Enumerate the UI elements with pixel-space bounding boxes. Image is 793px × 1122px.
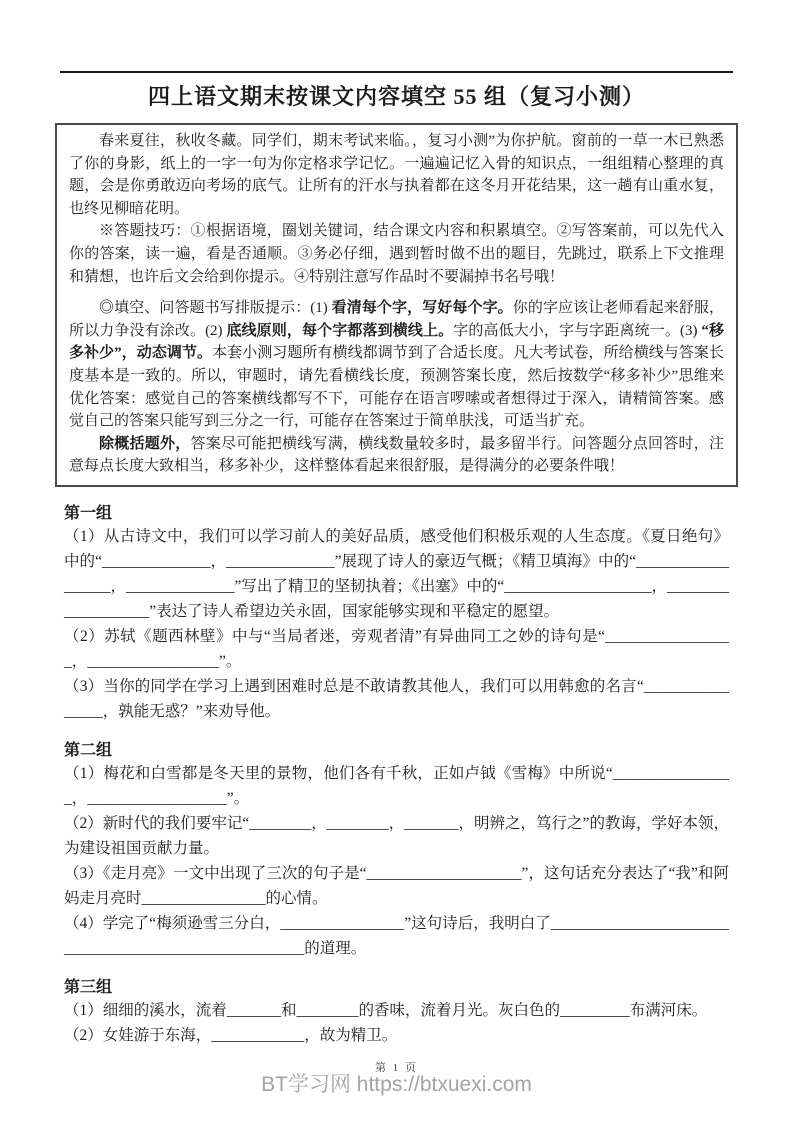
text-segment: 本套小测习题所有横线都调节到了合适长度。凡大考试卷，所给横线与答案长度基本是一致的。所以，审题时，请先看横线长度，预测答案长度，然后按数学“移多补少”思维来优化答案：感觉自己的答案横线都写不下，可能存在语言啰嗦或者想得过于深入，请精简答案。感觉自己的答案只能写到三分之一行，可能存在答案过于简单肤浅，可适当扩充。 bbox=[69, 345, 724, 430]
page-number: 第 1 页 bbox=[375, 1062, 418, 1074]
group-3-question-1: （1）细细的溪水，流着_______和________的香味，流着月光。灰白色的_________布满河床。 bbox=[64, 1001, 708, 1019]
intro-paragraph-layout-tips bbox=[69, 297, 724, 433]
intro-paragraph-answer-tips: ※答题技巧：①根据语境，圈划关键词，结合课文内容和积累填空。②写答案前，可以先代入你的答案，读一遍，看是否通顺。③务必仔细，遇到暂时做不出的题目，先跳过，联系上下文推理和猜想，也许后文会给到你提示。④特别注意写作品时不要漏掉书名号哦！ bbox=[69, 223, 724, 285]
group-1-question-3: （3）当你的同学在学习上遇到困难时总是不敢请教其他人，我们可以用韩愈的名言“________________，孰能无惑？”来劝导他。 bbox=[64, 677, 729, 720]
group-2-section bbox=[64, 737, 729, 961]
group-3-heading: 第三组 bbox=[64, 978, 113, 996]
intro-paragraph-summary-note bbox=[69, 433, 724, 478]
group-1-question-1: （1）从古诗文中，我们可以学习前人的美好品质，感受他们积极乐观的人生态度。《夏日绝句》中的“______________，______________”展现了诗人的豪迈气概；《精卫填海》中的“__________________，______________”写出了精卫的坚韧执着；《出塞》中的“___________________，___________________”表达了诗人希望边关永固，国家能够实现和平稳定的愿望。 bbox=[64, 527, 729, 620]
page-footer bbox=[0, 1062, 793, 1096]
group-2-question-3: （3）《走月亮》一文中出现了三次的句子是“____________________”，这句话充分表达了“我”和阿妈走月亮时________________的心情。 bbox=[64, 864, 729, 907]
group-2-question-1: （1）梅花和白雪都是冬天里的景物，他们各有千秋，正如卢钺《雪梅》中所说“________________，__________________”。 bbox=[64, 764, 729, 807]
text-segment: 你的字应该让老师看起来舒服，所以力争没有涂改。(2) bbox=[69, 300, 724, 339]
text-segment: 答案尽可能把横线写满，横线数量较多时，最多留半行。问答题分点回答时，注意每点长度大致相当，移多补少，这样整体看起来很舒服，是得满分的必要条件哦！ bbox=[69, 435, 724, 475]
group-2-question-2: （2）新时代的我们要牢记“________，________，_______，明辨之，笃行之”的教诲，学好本领，为建设祖国贡献力量。 bbox=[64, 814, 729, 857]
group-2-heading: 第二组 bbox=[64, 741, 113, 759]
group-1-question-2: （2）苏轼《题西林壁》中与“当局者迷，旁观者清”有异曲同工之妙的诗句是“_________________，_________________”。 bbox=[64, 627, 729, 670]
group-1-section bbox=[64, 500, 729, 724]
group-2-question-4: （4）学完了“梅须逊雪三分白，________________”这句诗后，我明白了______________________________________________________的道理。 bbox=[64, 914, 729, 957]
text-segment: 字的高低大小，字与字距离统一。(3) bbox=[453, 322, 702, 339]
page-title: 四上语文期末按课文内容填空 55 组（复习小测） bbox=[147, 84, 645, 109]
intro-paragraph-motivation: 春来夏往，秋收冬藏。同学们，期末考试来临。，复习小测”为你护航。窗前的一草一木已熟悉了你的身影，纸上的一字一句为你定格求学记忆。一遍遍记忆入骨的知识点，一组组精心整理的真题，会是你勇敢迈向考场的底气。让所有的汗水与执着都在这冬月开花结果，这一趟有山重水复，也终见柳暗花明。 bbox=[69, 133, 724, 217]
text-segment-bold: “移多补少”，动态调节。 bbox=[69, 322, 724, 362]
text-segment-bold: 看清每个字，写好每个字。 bbox=[331, 300, 513, 317]
group-3-section bbox=[64, 974, 729, 1048]
watermark-site-link: BT学习网 https://btxuexi.com bbox=[261, 1073, 532, 1096]
group-1-heading: 第一组 bbox=[64, 504, 113, 522]
intro-box bbox=[55, 123, 738, 487]
title-rule bbox=[60, 71, 733, 73]
group-3-question-2: （2）女娃游于东海，____________，故为精卫。 bbox=[64, 1026, 398, 1044]
text-segment-bold: 底线原则，每个字都落到横线上。 bbox=[226, 322, 454, 339]
text-segment: ◎填空、问答题书写排版提示：(1) bbox=[99, 300, 332, 317]
text-segment-bold: 除概括题外， bbox=[99, 435, 191, 452]
